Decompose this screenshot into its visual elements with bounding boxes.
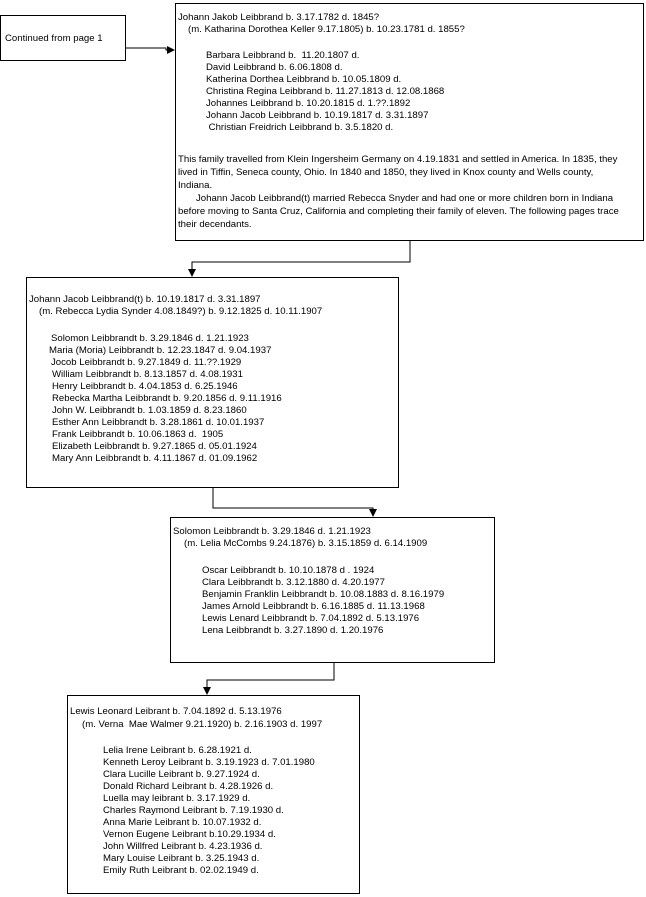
child-line: Clara Leibbrandt b. 3.12.1880 d. 4.20.1977	[202, 577, 385, 588]
connector-continued-to-box1	[126, 48, 174, 50]
child-line: Katherina Dorthea Leibbrand b. 10.05.1809 d.	[206, 74, 402, 85]
continued-note-box	[0, 15, 126, 61]
box1-note-descendants: Johann Jacob Leibbrand(t) married Rebecca Snyder and had one or more children born in Indiana before moving to Santa Cruz, California and completing their family of eleven. The following pages trace their decendants.	[178, 193, 619, 230]
continued-note: Continued from page 1	[5, 33, 103, 44]
child-line: John W. Leibbrandt b. 1.03.1859 d. 8.23.1860	[52, 405, 247, 416]
child-line: Vernon Eugene Leibrant b.10.29.1934 d.	[103, 829, 276, 840]
child-line: Benjamin Franklin Leibbrandt b. 10.08.1883 d. 8.16.1979	[202, 589, 445, 600]
child-line: Lena Leibbrandt b. 3.27.1890 d. 1.20.1976	[202, 625, 384, 636]
child-line: David Leibbrand b. 6.06.1808 d.	[206, 62, 343, 73]
family-box-lewis-leonard	[67, 695, 360, 894]
family-box-johann-jacob	[26, 277, 399, 488]
child-line: Donald Richard Leibrant b. 4.28.1926 d.	[103, 781, 274, 792]
child-line: Mary Ann Leibbrandt b. 4.11.1867 d. 01.09.1962	[52, 453, 258, 464]
child-line: Maria (Moria) Leibbrandt b. 12.23.1847 d. 9.04.1937	[49, 345, 272, 356]
child-line: Lewis Lenard Leibbrandt b. 7.04.1892 d. 5.13.1976	[202, 613, 420, 624]
child-line: Emily Ruth Leibrant b. 02.02.1949 d.	[103, 865, 259, 876]
child-line: Anna Marie Leibrant b. 10.07.1932 d.	[103, 817, 262, 828]
child-line: Christina Regina Leibbrand b. 11.27.1813 d. 12.08.1868	[206, 86, 445, 97]
family-box-solomon	[170, 517, 495, 663]
child-line: Luella may leibrant b. 3.17.1929 d.	[103, 793, 251, 804]
child-line: Kenneth Leroy Leibrant b. 3.19.1923 d. 7.01.1980	[103, 757, 315, 768]
child-line: Johannes Leibbrand b. 10.20.1815 d. 1.??.1892	[206, 98, 411, 109]
box1-note-migration: This family travelled from Klein Ingersheim Germany on 4.19.1831 and settled in America. In 1835, they lived in Tiffin, Seneca county, Ohio. In 1840 and 1850, they lived in Knox county and Wells county, Indiana.	[178, 154, 618, 191]
box4-head: Lewis Leonard Leibrant b. 7.04.1892 d. 5.13.1976	[70, 706, 282, 717]
child-line: Mary Louise Leibrant b. 3.25.1943 d.	[103, 853, 260, 864]
box2-spouse: (m. Rebecca Lydia Synder 4.08.1849?) b. 9.12.1825 d. 10.11.1907	[39, 306, 323, 317]
child-line: Frank Leibbrandt b. 10.06.1863 d. 1905	[52, 429, 224, 440]
family-box-johann-jakob	[175, 3, 644, 241]
child-line: William Leibbrandt b. 8.13.1857 d. 4.08.1931	[52, 369, 243, 380]
box4-spouse: (m. Verna Mae Walmer 9.21.1920) b. 2.16.1903 d. 1997	[82, 719, 323, 730]
child-line: Rebecka Martha Leibbrandt b. 9.20.1856 d. 9.11.1916	[52, 393, 282, 404]
child-line: Barbara Leibbrand b. 11.20.1807 d.	[206, 50, 360, 61]
child-line: Elizabeth Leibbrandt b. 9.27.1865 d. 05.01.1924	[52, 441, 257, 452]
connector-box3-to-box4	[207, 662, 334, 694]
child-line: Charles Raymond Leibrant b. 7.19.1930 d.	[103, 805, 284, 816]
box2-head: Johann Jacob Leibbrand(t) b. 10.19.1817 d. 3.31.1897	[29, 294, 261, 305]
connector-box2-to-box3	[213, 487, 373, 516]
connector-box1-to-box2	[192, 240, 410, 276]
child-line: Christian Freidrich Leibbrand b. 3.5.1820 d.	[206, 122, 394, 133]
child-line: Esther Ann Leibbrandt b. 3.28.1861 d. 10.01.1937	[52, 417, 265, 428]
box1-head: Johann Jakob Leibbrand b. 3.17.1782 d. 1845?	[178, 12, 380, 23]
box3-spouse: (m. Lelia McCombs 9.24.1876) b. 3.15.1859 d. 6.14.1909	[184, 538, 428, 549]
box1-spouse: (m. Katharina Dorothea Keller 9.17.1805) b. 10.23.1781 d. 1855?	[188, 24, 465, 35]
child-line: Johann Jacob Leibbrand b. 10.19.1817 d. 3.31.1897	[206, 110, 429, 121]
box3-head: Solomon Leibbrandt b. 3.29.1846 d. 1.21.1923	[173, 526, 371, 537]
child-line: Oscar Leibbrandt b. 10.10.1878 d . 1924	[202, 565, 375, 576]
child-line: Lelia Irene Leibrant b. 6.28.1921 d.	[103, 745, 252, 756]
child-line: Solomon Leibbrandt b. 3.29.1846 d. 1.21.1923	[51, 333, 249, 344]
child-line: Clara Lucille Leibrant b. 9.27.1924 d.	[103, 769, 260, 780]
child-line: John Willfred Leibrant b. 4.23.1936 d.	[103, 841, 263, 852]
child-line: James Arnold Leibbrandt b. 6.16.1885 d. 11.13.1968	[202, 601, 425, 612]
child-line: Jocob Leibbrandt b. 9.27.1849 d. 11.??.1929	[51, 357, 242, 368]
child-line: Henry Leibbrandt b. 4.04.1853 d. 6.25.1946	[52, 381, 238, 392]
